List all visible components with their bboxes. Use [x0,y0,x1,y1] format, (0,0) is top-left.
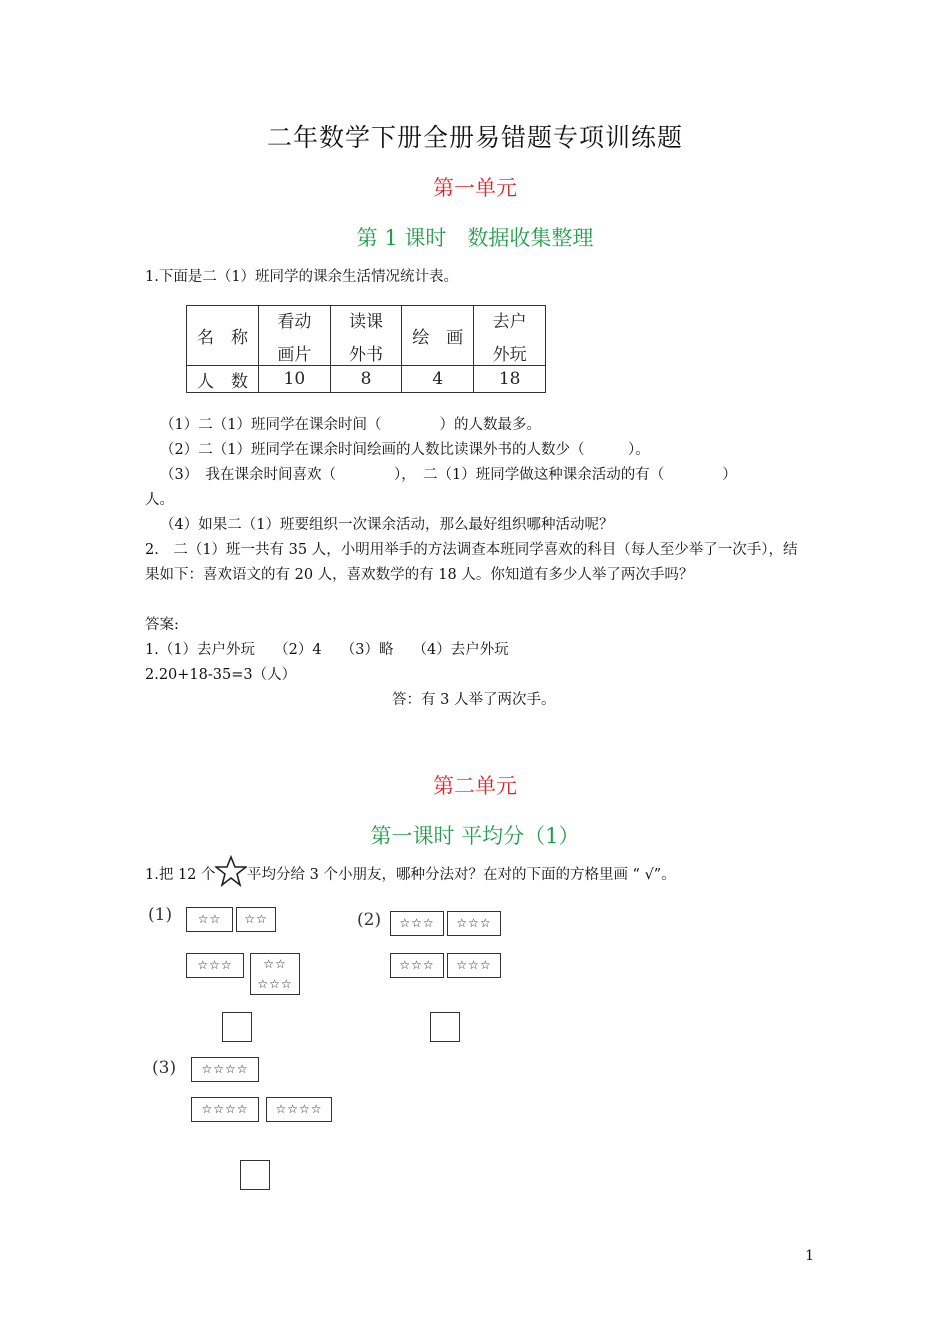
answers-label: 答案: [145,617,179,633]
answer-2-conclusion: 答：有 3 人举了两次手。 [392,692,556,708]
table-header-cell: 去户 外玩 [474,306,546,366]
star-group: ☆☆☆ [390,953,444,978]
table-header-cell: 绘 画 [402,306,474,366]
table-row-label: 人 数 [187,366,259,393]
table-header-cell: 看动 画片 [259,306,331,366]
option-1-label: (1) [148,905,173,925]
answer-2: 2.20+18-35=3（人） [145,667,297,683]
option-3-label: (3) [152,1058,177,1078]
answer-checkbox-1[interactable] [222,1012,252,1042]
q1-sub3-cont: 人。 [145,492,174,508]
answer-1: 1.（1）去户外玩 （2）4 （3）略 （4）去户外玩 [145,642,509,658]
unit1-heading: 第一单元 [433,176,517,200]
table-header-label: 名 称 [187,306,259,366]
q1-sub2: （2）二（1）班同学在课余时间绘画的人数比读课外书的人数少（ ）。 [160,442,650,458]
star-outline-icon [215,855,247,887]
q2-text: 2. 二（1）班一共有 35 人，小明用举手的方法调查本班同学喜欢的科目（每人至少举了一次手），结果如下：喜欢语文的有 20 人，喜欢数学的有 18 人。你知道有多少人举了两次手吗？ [145,542,798,583]
q1-sub4: （4）如果二（1）班要组织一次课余活动，那么最好组织哪种活动呢？ [160,517,614,533]
star-group: ☆☆☆☆ [266,1097,332,1122]
star-group: ☆☆ [236,907,276,932]
table-cell: 8 [330,366,402,393]
unit1-lesson-heading: 第 1 课时 数据收集整理 [356,226,594,250]
option-2-label: (2) [357,910,382,930]
stat-table [186,305,546,393]
q3-suffix: 平均分给 3 个小朋友，哪种分法对？在对的下面的方格里画 “ √”。 [247,867,676,883]
q1-sub1: （1）二（1）班同学在课余时间（ ）的人数最多。 [160,417,541,433]
star-group: ☆☆☆ [447,911,501,936]
table-cell: 18 [474,366,546,393]
star-group: ☆☆☆☆ [191,1057,259,1082]
table-cell: 10 [259,366,331,393]
star-group: ☆☆ [186,907,233,932]
star-group: ☆☆☆☆ [191,1097,259,1122]
unit2-heading: 第二单元 [433,774,517,798]
star-group: ☆☆☆ [447,953,501,978]
answer-checkbox-2[interactable] [430,1012,460,1042]
page-number: 1 [805,1248,814,1264]
page-title: 二年数学下册全册易错题专项训练题 [266,123,683,152]
star-group: ☆☆ ☆☆☆ [250,953,300,995]
q1-intro: 1.下面是二（1）班同学的课余生活情况统计表。 [145,269,459,285]
q1-sub3: （3） 我在课余时间喜欢（ ）， 二（1）班同学做这种课余活动的有（ ） [160,467,737,483]
star-group: ☆☆☆ [390,911,444,936]
table-cell: 4 [402,366,474,393]
answer-checkbox-3[interactable] [240,1160,270,1190]
star-group: ☆☆☆ [186,953,244,978]
table-header-cell: 读课 外书 [330,306,402,366]
q3-prefix: 1.把 12 个 [145,867,216,883]
unit2-lesson-heading: 第一课时 平均分（1） [370,824,580,848]
